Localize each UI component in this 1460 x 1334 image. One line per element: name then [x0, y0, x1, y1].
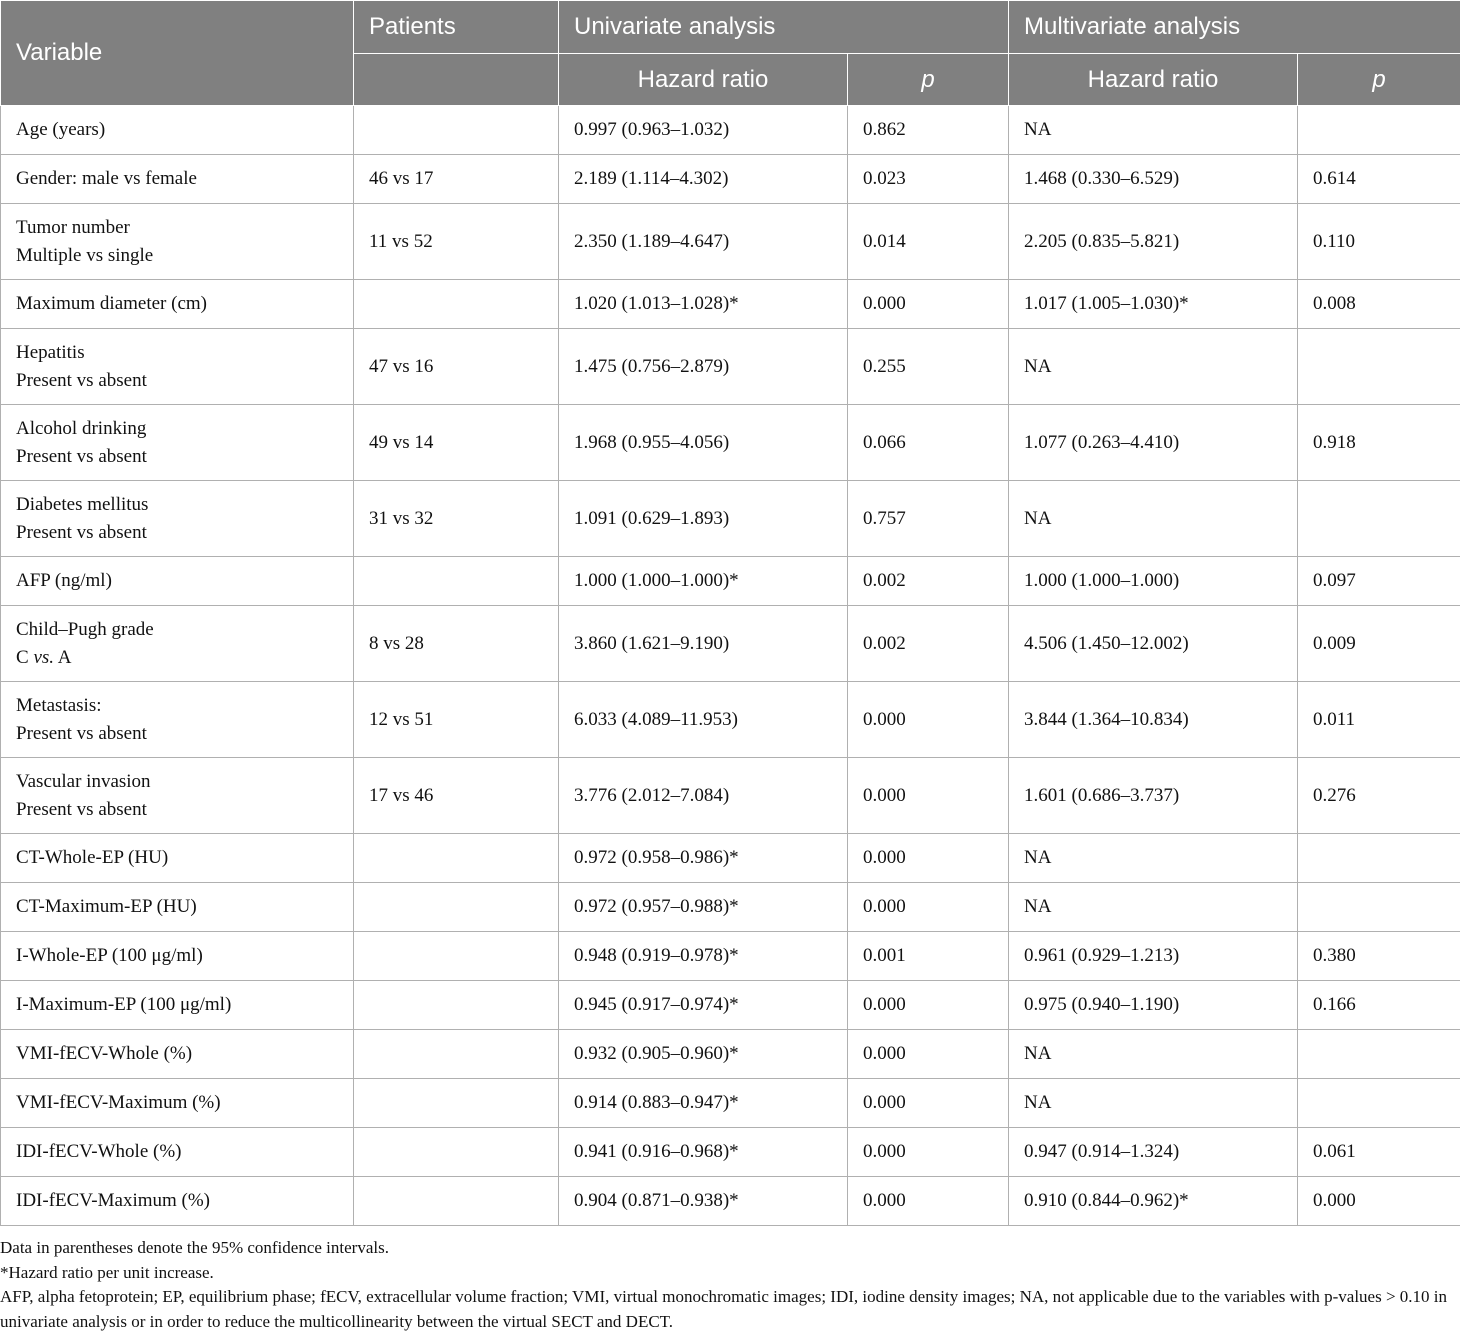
- cell-uni-hazard-ratio: 3.860 (1.621–9.190): [559, 606, 848, 682]
- cell-variable: Diabetes mellitus Present vs absent: [1, 481, 354, 557]
- cell-uni-p: 0.066: [848, 405, 1009, 481]
- cell-uni-hazard-ratio: 1.091 (0.629–1.893): [559, 481, 848, 557]
- cell-uni-hazard-ratio: 0.972 (0.957–0.988)*: [559, 883, 848, 932]
- cell-uni-p: 0.000: [848, 1128, 1009, 1177]
- cell-uni-p: 0.255: [848, 329, 1009, 405]
- cell-uni-hazard-ratio: 1.475 (0.756–2.879): [559, 329, 848, 405]
- cell-uni-p: 0.023: [848, 155, 1009, 204]
- cell-multi-hazard-ratio: NA: [1009, 106, 1298, 155]
- table-row: [1, 932, 1460, 981]
- cell-multi-p: 0.110: [1298, 204, 1460, 280]
- cell-variable: I-Maximum-EP (100 μg/ml): [1, 981, 354, 1030]
- cell-patients: [354, 1079, 559, 1128]
- cell-patients: [354, 932, 559, 981]
- cell-multi-p: [1298, 481, 1460, 557]
- cell-patients: [354, 883, 559, 932]
- cell-uni-hazard-ratio: 0.904 (0.871–0.938)*: [559, 1177, 848, 1226]
- table-row: [1, 155, 1460, 204]
- cell-uni-p: 0.001: [848, 932, 1009, 981]
- cell-multi-hazard-ratio: 0.910 (0.844–0.962)*: [1009, 1177, 1298, 1226]
- cell-patients: [354, 834, 559, 883]
- header-multi-p: p: [1298, 54, 1460, 106]
- cell-patients: 49 vs 14: [354, 405, 559, 481]
- header-patients-sub: [354, 54, 559, 106]
- italic-vs: vs.: [33, 646, 55, 668]
- cell-uni-p: 0.862: [848, 106, 1009, 155]
- cell-variable: Metastasis: Present vs absent: [1, 682, 354, 758]
- cell-uni-hazard-ratio: 2.189 (1.114–4.302): [559, 155, 848, 204]
- cell-uni-p: 0.000: [848, 1079, 1009, 1128]
- cell-multi-hazard-ratio: 1.000 (1.000–1.000): [1009, 557, 1298, 606]
- cell-multi-hazard-ratio: 1.017 (1.005–1.030)*: [1009, 280, 1298, 329]
- cell-patients: [354, 106, 559, 155]
- cell-multi-hazard-ratio: 1.601 (0.686–3.737): [1009, 758, 1298, 834]
- cell-multi-p: [1298, 1079, 1460, 1128]
- cell-multi-p: [1298, 1030, 1460, 1079]
- cell-multi-p: 0.009: [1298, 606, 1460, 682]
- table-row: [1, 1128, 1460, 1177]
- cell-uni-p: 0.000: [848, 1030, 1009, 1079]
- cell-variable: CT-Whole-EP (HU): [1, 834, 354, 883]
- header-uni-p: p: [848, 54, 1009, 106]
- cell-variable: I-Whole-EP (100 μg/ml): [1, 932, 354, 981]
- cell-uni-hazard-ratio: 0.941 (0.916–0.968)*: [559, 1128, 848, 1177]
- footnote-ci: Data in parentheses denote the 95% confidence intervals.: [0, 1238, 389, 1257]
- table-row: [1, 758, 1460, 834]
- cell-uni-p: 0.014: [848, 204, 1009, 280]
- cell-multi-p: [1298, 834, 1460, 883]
- header-multivariate: Multivariate analysis: [1009, 1, 1460, 54]
- cell-multi-p: 0.614: [1298, 155, 1460, 204]
- cell-multi-p: 0.008: [1298, 280, 1460, 329]
- cell-patients: [354, 1177, 559, 1226]
- cell-patients: [354, 1030, 559, 1079]
- cell-multi-hazard-ratio: 2.205 (0.835–5.821): [1009, 204, 1298, 280]
- cell-patients: [354, 1128, 559, 1177]
- cell-uni-hazard-ratio: 0.997 (0.963–1.032): [559, 106, 848, 155]
- table-row: [1, 834, 1460, 883]
- table-row: [1, 557, 1460, 606]
- table-row: [1, 1030, 1460, 1079]
- table-row: [1, 682, 1460, 758]
- cell-multi-hazard-ratio: 3.844 (1.364–10.834): [1009, 682, 1298, 758]
- cell-variable: Maximum diameter (cm): [1, 280, 354, 329]
- cell-multi-hazard-ratio: 0.975 (0.940–1.190): [1009, 981, 1298, 1030]
- cell-multi-p: 0.061: [1298, 1128, 1460, 1177]
- cell-variable: Vascular invasion Present vs absent: [1, 758, 354, 834]
- cell-uni-p: 0.000: [848, 758, 1009, 834]
- table-row: [1, 106, 1460, 155]
- cell-uni-hazard-ratio: 1.020 (1.013–1.028)*: [559, 280, 848, 329]
- header-patients: Patients: [354, 1, 559, 54]
- cell-patients: [354, 557, 559, 606]
- footnotes: [0, 1236, 1460, 1334]
- cell-uni-hazard-ratio: 6.033 (4.089–11.953): [559, 682, 848, 758]
- cell-patients: 17 vs 46: [354, 758, 559, 834]
- header-univariate: Univariate analysis: [559, 1, 1009, 54]
- table-row: [1, 1079, 1460, 1128]
- cell-variable: IDI-fECV-Whole (%): [1, 1128, 354, 1177]
- cell-multi-hazard-ratio: NA: [1009, 883, 1298, 932]
- table-row: [1, 329, 1460, 405]
- cell-multi-hazard-ratio: NA: [1009, 329, 1298, 405]
- cell-uni-p: 0.002: [848, 606, 1009, 682]
- footnote-abbreviations: AFP, alpha fetoprotein; EP, equilibrium phase; fECV, extracellular volume fraction; VMI, virtual monochromatic images; IDI, iodine density images; NA, not applicable due to the variables with p-values > 0.10 in univariate analysis or in order to reduce the multicollinearity between the virtual SECT and DECT.: [0, 1287, 1448, 1331]
- cell-variable: Child–Pugh grade C vs. A: [1, 606, 354, 682]
- cell-uni-p: 0.000: [848, 682, 1009, 758]
- cell-uni-p: 0.000: [848, 280, 1009, 329]
- cell-multi-hazard-ratio: 0.947 (0.914–1.324): [1009, 1128, 1298, 1177]
- cell-uni-hazard-ratio: 0.972 (0.958–0.986)*: [559, 834, 848, 883]
- footnote-hazard: *Hazard ratio per unit increase.: [0, 1262, 214, 1282]
- table-row: [1, 1177, 1460, 1226]
- cell-multi-hazard-ratio: NA: [1009, 1079, 1298, 1128]
- table-row: [1, 405, 1460, 481]
- header-variable: Variable: [1, 1, 354, 106]
- header-multi-hazard-ratio: Hazard ratio: [1009, 54, 1298, 106]
- cell-uni-hazard-ratio: 1.968 (0.955–4.056): [559, 405, 848, 481]
- cell-variable: CT-Maximum-EP (HU): [1, 883, 354, 932]
- table-row: [1, 606, 1460, 682]
- cell-multi-p: 0.380: [1298, 932, 1460, 981]
- cell-multi-p: 0.918: [1298, 405, 1460, 481]
- cell-uni-p: 0.000: [848, 1177, 1009, 1226]
- cell-patients: 12 vs 51: [354, 682, 559, 758]
- cell-uni-hazard-ratio: 1.000 (1.000–1.000)*: [559, 557, 848, 606]
- table-row: [1, 883, 1460, 932]
- cell-uni-p: 0.000: [848, 834, 1009, 883]
- cell-multi-hazard-ratio: NA: [1009, 481, 1298, 557]
- cell-variable: Gender: male vs female: [1, 155, 354, 204]
- table-row: [1, 481, 1460, 557]
- table-body: [1, 106, 1460, 1226]
- cell-uni-hazard-ratio: 2.350 (1.189–4.647): [559, 204, 848, 280]
- cell-variable: Hepatitis Present vs absent: [1, 329, 354, 405]
- cell-multi-hazard-ratio: 1.077 (0.263–4.410): [1009, 405, 1298, 481]
- cell-uni-hazard-ratio: 0.932 (0.905–0.960)*: [559, 1030, 848, 1079]
- cell-uni-p: 0.000: [848, 883, 1009, 932]
- cell-uni-p: 0.757: [848, 481, 1009, 557]
- cell-patients: [354, 280, 559, 329]
- cell-variable: VMI-fECV-Whole (%): [1, 1030, 354, 1079]
- cell-multi-p: 0.166: [1298, 981, 1460, 1030]
- cell-multi-hazard-ratio: NA: [1009, 834, 1298, 883]
- cell-patients: 11 vs 52: [354, 204, 559, 280]
- cell-multi-hazard-ratio: 4.506 (1.450–12.002): [1009, 606, 1298, 682]
- cell-multi-p: [1298, 883, 1460, 932]
- cell-multi-p: 0.097: [1298, 557, 1460, 606]
- cell-patients: 31 vs 32: [354, 481, 559, 557]
- cell-variable: Alcohol drinking Present vs absent: [1, 405, 354, 481]
- cell-uni-hazard-ratio: 3.776 (2.012–7.084): [559, 758, 848, 834]
- cell-patients: [354, 981, 559, 1030]
- cell-uni-p: 0.002: [848, 557, 1009, 606]
- cell-patients: 47 vs 16: [354, 329, 559, 405]
- cell-multi-hazard-ratio: NA: [1009, 1030, 1298, 1079]
- table-header: [1, 1, 1460, 106]
- cell-variable: Age (years): [1, 106, 354, 155]
- cell-multi-p: 0.011: [1298, 682, 1460, 758]
- cell-variable: Tumor number Multiple vs single: [1, 204, 354, 280]
- table-row: [1, 280, 1460, 329]
- cell-uni-hazard-ratio: 0.914 (0.883–0.947)*: [559, 1079, 848, 1128]
- cell-patients: 8 vs 28: [354, 606, 559, 682]
- cell-uni-hazard-ratio: 0.945 (0.917–0.974)*: [559, 981, 848, 1030]
- cell-multi-hazard-ratio: 0.961 (0.929–1.213): [1009, 932, 1298, 981]
- cell-multi-p: 0.000: [1298, 1177, 1460, 1226]
- header-uni-hazard-ratio: Hazard ratio: [559, 54, 848, 106]
- table-row: [1, 981, 1460, 1030]
- cell-variable: AFP (ng/ml): [1, 557, 354, 606]
- cell-uni-hazard-ratio: 0.948 (0.919–0.978)*: [559, 932, 848, 981]
- cell-uni-p: 0.000: [848, 981, 1009, 1030]
- cell-multi-p: [1298, 329, 1460, 405]
- cell-variable: IDI-fECV-Maximum (%): [1, 1177, 354, 1226]
- table-row: [1, 204, 1460, 280]
- cell-patients: 46 vs 17: [354, 155, 559, 204]
- cell-variable: VMI-fECV-Maximum (%): [1, 1079, 354, 1128]
- cell-multi-hazard-ratio: 1.468 (0.330–6.529): [1009, 155, 1298, 204]
- cell-multi-p: 0.276: [1298, 758, 1460, 834]
- cell-multi-p: [1298, 106, 1460, 155]
